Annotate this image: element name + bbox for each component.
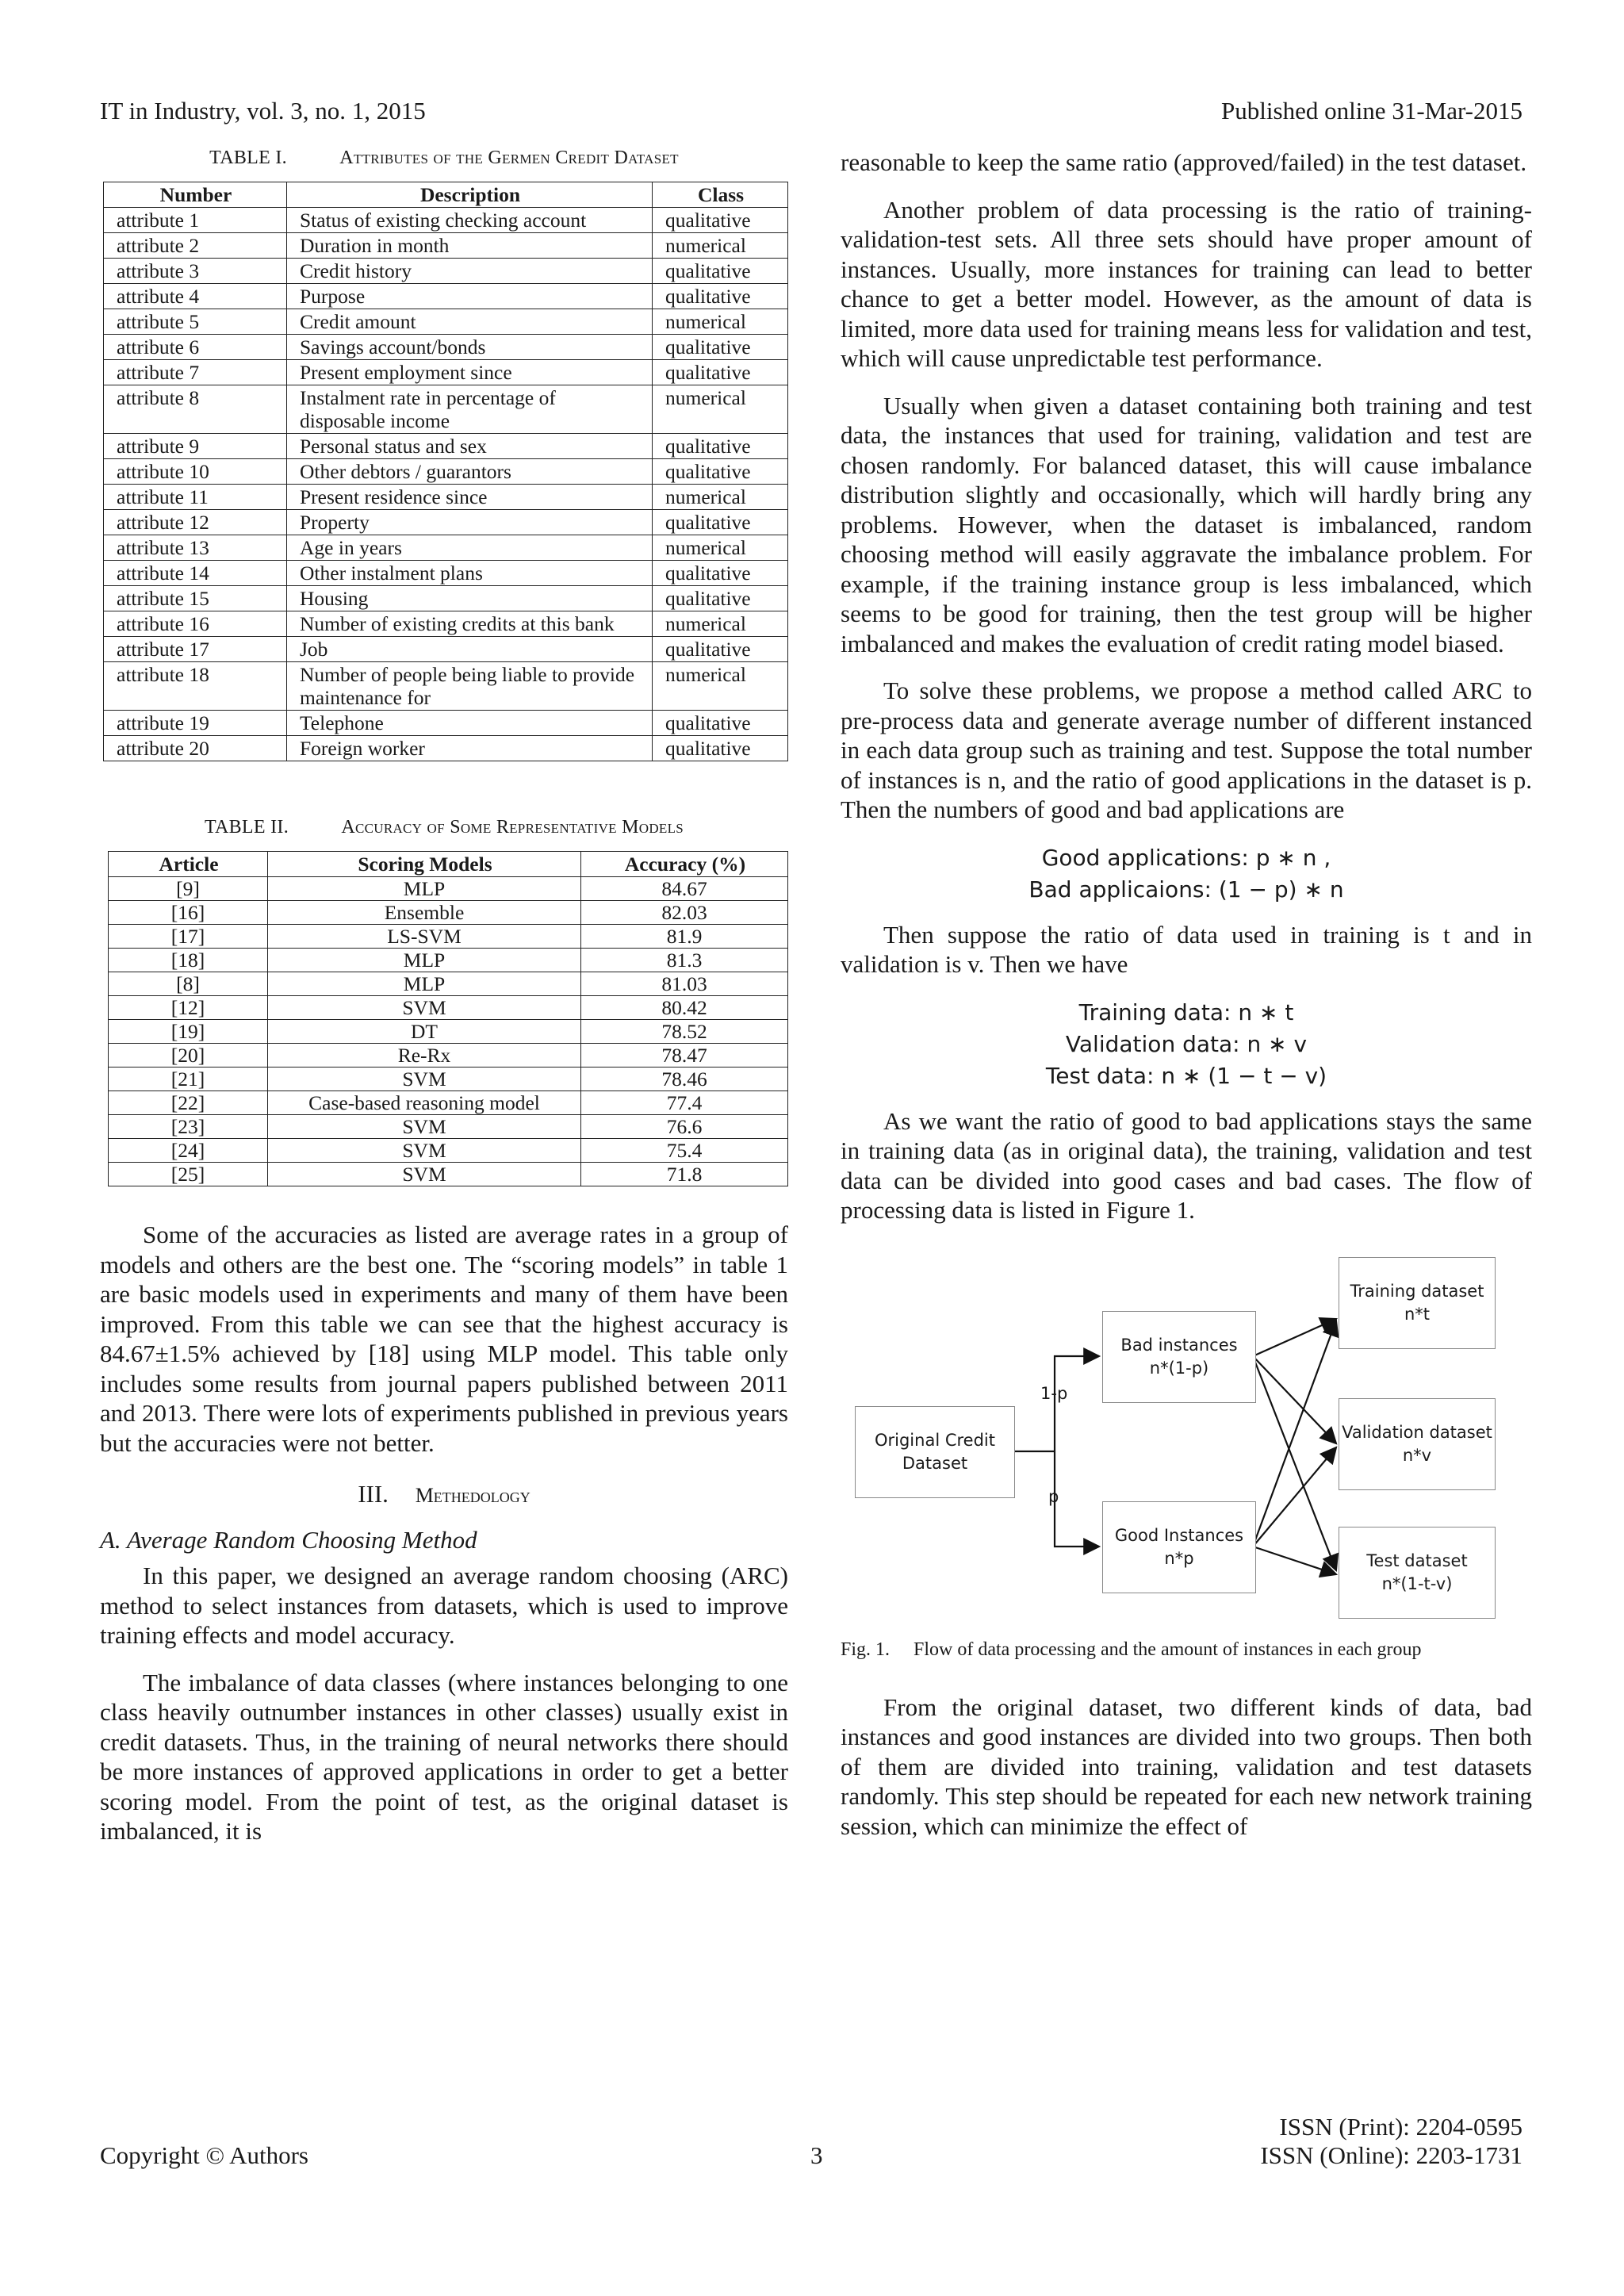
table2-cell-article: [20] [109, 1044, 268, 1068]
right-paragraph-4: Then suppose the ratio of data used in training is t and in validation is v. Then we have [841, 920, 1532, 978]
table1-row [104, 208, 788, 233]
table2-cell-accuracy: 71.8 [581, 1163, 788, 1186]
table1-row [104, 284, 788, 309]
table1-col-class: Class [653, 182, 788, 208]
table1-cell-description: Duration in month [287, 233, 653, 259]
right-column [841, 148, 1532, 1858]
footer-issn-print: ISSN (Print): 2204-0595 [1279, 2113, 1522, 2141]
box-test-dataset [1339, 1527, 1496, 1619]
table2-cell-model: MLP [268, 949, 581, 972]
table2-cell-accuracy: 82.03 [581, 901, 788, 925]
equation-bad: Bad applicaions: (1 − p) ∗ n [1028, 876, 1344, 903]
table1-row [104, 586, 788, 611]
table1-col-description: Description [287, 182, 653, 208]
table1-label: TABLE I. [209, 148, 287, 168]
box-training-dataset [1339, 1257, 1496, 1349]
table2-caption [100, 817, 788, 838]
table1-row [104, 434, 788, 459]
left-paragraph-2: In this paper, we designed an average random choosing (ARC) method to select instances from datasets, which is used to improve training effects and model accuracy. [100, 1562, 788, 1649]
table2-cell-article: [24] [109, 1139, 268, 1163]
footer-issn [1260, 2113, 1522, 2170]
box-valid-line2: n*v [1402, 1445, 1432, 1465]
table1-row [104, 561, 788, 586]
table1-cell-class: numerical [653, 611, 788, 637]
box-bad-line2: n*(1-p) [1149, 1358, 1209, 1378]
box-test-line2: n*(1-t-v) [1381, 1573, 1453, 1593]
box-train-line1: Training dataset [1350, 1281, 1484, 1301]
table2-header-row [109, 852, 788, 877]
table1-row [104, 535, 788, 561]
arrow-to-bad [1055, 1356, 1099, 1451]
table1-cell-class: qualitative [653, 284, 788, 309]
box-train-line2: n*t [1404, 1304, 1431, 1324]
box-original-line2: Dataset [902, 1453, 968, 1473]
table1-cell-class: qualitative [653, 510, 788, 535]
table1-row [104, 309, 788, 335]
table2-cell-accuracy: 76.6 [581, 1115, 788, 1139]
table1-cell-class: qualitative [653, 434, 788, 459]
table2-row [109, 925, 788, 949]
label-p: p [1048, 1486, 1059, 1506]
table1-row [104, 736, 788, 761]
right-paragraph-1: Another problem of data processing is the ratio of training-validation-test sets. All three sets should have proper amount of instances. Usually, more instances for training can lead to better chance to get a better model. However, as the amount of data is limited, more data used for training means less for validation and test, which will cause unpredictable test performance. [841, 195, 1532, 372]
box-good-line1: Good Instances [1114, 1525, 1244, 1545]
table1-cell-class: qualitative [653, 711, 788, 736]
table2-cell-article: [12] [109, 996, 268, 1020]
table2-cell-model: SVM [268, 1163, 581, 1186]
box-valid-line1: Validation dataset [1342, 1422, 1492, 1442]
table2-cell-model: Ensemble [268, 901, 581, 925]
table2-cell-article: [23] [109, 1115, 268, 1139]
running-header-published: Published online 31-Mar-2015 [1221, 97, 1522, 125]
table2-title: Accuracy of Some Representative Models [341, 817, 684, 838]
table1-cell-number: attribute 13 [104, 535, 287, 561]
running-header-journal: IT in Industry, vol. 3, no. 1, 2015 [100, 97, 426, 125]
table1-cell-number: attribute 2 [104, 233, 287, 259]
table1-cell-class: numerical [653, 535, 788, 561]
table1-title: Attributes of the Germen Credit Dataset [339, 148, 679, 168]
table2-cell-accuracy: 80.42 [581, 996, 788, 1020]
right-paragraph-0: reasonable to keep the same ratio (approved/failed) in the test dataset. [841, 148, 1527, 176]
table1-cell-number: attribute 12 [104, 510, 287, 535]
table1-cell-description: Present residence since [287, 485, 653, 510]
table1-row [104, 611, 788, 637]
table2-row [109, 1020, 788, 1044]
table2-cell-model: SVM [268, 1068, 581, 1091]
table1-cell-description: Age in years [287, 535, 653, 561]
table1-cell-description: Number of existing credits at this bank [287, 611, 653, 637]
table1-row [104, 459, 788, 485]
box-validation-dataset [1339, 1398, 1496, 1490]
box-bad-instances [1102, 1311, 1256, 1403]
table1-cell-class: numerical [653, 233, 788, 259]
table1-cell-class: qualitative [653, 736, 788, 761]
table1-row [104, 259, 788, 284]
table1-header-row [104, 182, 788, 208]
table1-cell-number: attribute 14 [104, 561, 287, 586]
table2-cell-accuracy: 78.46 [581, 1068, 788, 1091]
arrow-bad-valid [1253, 1356, 1336, 1443]
subsection-heading: A. Average Random Choosing Method [100, 1526, 477, 1554]
table2-cell-article: [19] [109, 1020, 268, 1044]
table1-cell-number: attribute 11 [104, 485, 287, 510]
table1-cell-class: numerical [653, 485, 788, 510]
table2-cell-model: MLP [268, 877, 581, 901]
table1-cell-class: numerical [653, 662, 788, 711]
equation-block-2 [841, 997, 1532, 1092]
arrow-to-good [1055, 1451, 1099, 1547]
table1-cell-number: attribute 6 [104, 335, 287, 360]
right-paragraph-6: From the original dataset, two different kinds of data, bad instances and good instances are divided into two groups. Then both of them are divided into training, validation and test datasets randomly. This step should be repeated for each new network training session, which can minimize the effect of [841, 1692, 1532, 1840]
table2-cell-model: Re-Rx [268, 1044, 581, 1068]
table-accuracy [108, 851, 788, 1186]
section-heading [100, 1480, 788, 1508]
arrow-bad-train [1253, 1319, 1336, 1356]
table1-cell-number: attribute 19 [104, 711, 287, 736]
right-paragraph-3: To solve these problems, we propose a method called ARC to pre-process data and generate average number of different instanced in each data group such as training and test. Suppose the total number of instances is n, and the ratio of good applications in the dataset is p. Then the numbers of good and bad applications are [841, 677, 1532, 823]
table2-cell-accuracy: 75.4 [581, 1139, 788, 1163]
table1-cell-description: Other debtors / guarantors [287, 459, 653, 485]
table1-row [104, 385, 788, 434]
table1-cell-description: Purpose [287, 284, 653, 309]
table2-cell-article: [21] [109, 1068, 268, 1091]
figure-caption-text: Flow of data processing and the amount of instances in each group [914, 1639, 1422, 1660]
table1-cell-class: qualitative [653, 335, 788, 360]
table1-cell-number: attribute 20 [104, 736, 287, 761]
box-original-dataset [855, 1406, 1015, 1498]
table2-cell-model: SVM [268, 996, 581, 1020]
table2-cell-article: [16] [109, 901, 268, 925]
table1-cell-class: qualitative [653, 586, 788, 611]
table1-cell-description: Foreign worker [287, 736, 653, 761]
table1-col-number: Number [104, 182, 287, 208]
table2-col-article: Article [109, 852, 268, 877]
left-paragraph-1: Some of the accuracies as listed are average rates in a group of models and others are the best one. The “scoring models” in table 1 are basic models used in experiments and many of them have been improved. From this table we can see that the highest accuracy is 84.67±1.5% achieved by [18] using MLP model. This table only includes some results from journal papers published between 2011 and 2013. There were lots of experiments published in previous years but the accuracies were not better. [100, 1221, 788, 1457]
equation-training: Training data: n ∗ t [1078, 999, 1294, 1025]
footer-page-number: 3 [810, 2141, 823, 2169]
table2-cell-model: LS-SVM [268, 925, 581, 949]
table2-row [109, 949, 788, 972]
table2-cell-article: [25] [109, 1163, 268, 1186]
table2-cell-model: Case-based reasoning model [268, 1091, 581, 1115]
table2-row [109, 1044, 788, 1068]
table2-col-accuracy: Accuracy (%) [581, 852, 788, 877]
table2-cell-article: [22] [109, 1091, 268, 1115]
table2-row [109, 1139, 788, 1163]
table1-row [104, 510, 788, 535]
table1-cell-number: attribute 1 [104, 208, 287, 233]
section-number: III. [358, 1480, 389, 1508]
right-paragraph-2: Usually when given a dataset containing both training and test data, the instances that used for training, validation and test are chosen randomly. For balanced dataset, this will cause imbalance distribution slightly and occasionally, which will hardly bring any problems. However, when the dataset is imbalanced, random choosing method will easily aggravate the imbalance problem. For example, if the training instance group is less imbalanced, which seems to be good for training, then the test group will be higher imbalanced and makes the evaluation of credit rating model biased. [841, 391, 1532, 657]
table1-caption [100, 148, 788, 169]
table1-cell-number: attribute 5 [104, 309, 287, 335]
table2-row [109, 972, 788, 996]
figure-flow-diagram [833, 1257, 1530, 1622]
figure-caption-number: Fig. 1. [841, 1639, 891, 1660]
table2-cell-accuracy: 77.4 [581, 1091, 788, 1115]
table1-cell-description: Status of existing checking account [287, 208, 653, 233]
table2-cell-accuracy: 78.52 [581, 1020, 788, 1044]
table2-row [109, 901, 788, 925]
table1-cell-number: attribute 17 [104, 637, 287, 662]
box-bad-line1: Bad instances [1120, 1335, 1238, 1355]
table1-cell-class: qualitative [653, 208, 788, 233]
table2-row [109, 877, 788, 901]
table2-cell-accuracy: 81.9 [581, 925, 788, 949]
table2-row [109, 1115, 788, 1139]
table2-label: TABLE II. [204, 817, 289, 838]
table2-cell-accuracy: 81.3 [581, 949, 788, 972]
table2-cell-article: [18] [109, 949, 268, 972]
box-test-line1: Test dataset [1366, 1550, 1468, 1570]
table2-col-models: Scoring Models [268, 852, 581, 877]
table1-cell-number: attribute 15 [104, 586, 287, 611]
arrow-good-train [1253, 1320, 1336, 1547]
left-column [100, 148, 788, 1864]
table1-cell-description: Instalment rate in percentage of disposable income [287, 385, 653, 434]
table1-cell-description: Personal status and sex [287, 434, 653, 459]
table1-cell-class: qualitative [653, 259, 788, 284]
table1-cell-number: attribute 18 [104, 662, 287, 711]
table1-cell-number: attribute 16 [104, 611, 287, 637]
table2-row [109, 1163, 788, 1186]
table1-cell-description: Telephone [287, 711, 653, 736]
table1-cell-number: attribute 9 [104, 434, 287, 459]
table2-cell-model: MLP [268, 972, 581, 996]
table2-cell-accuracy: 81.03 [581, 972, 788, 996]
table1-cell-class: qualitative [653, 360, 788, 385]
table1-cell-class: numerical [653, 309, 788, 335]
table1-cell-class: qualitative [653, 637, 788, 662]
table1-cell-class: qualitative [653, 561, 788, 586]
table1-cell-description: Savings account/bonds [287, 335, 653, 360]
table1-cell-description: Other instalment plans [287, 561, 653, 586]
table1-row [104, 711, 788, 736]
box-good-line2: n*p [1164, 1548, 1194, 1568]
table1-row [104, 360, 788, 385]
arrow-good-test [1253, 1547, 1336, 1574]
right-paragraph-5: As we want the ratio of good to bad applications stays the same in training data (as in original data), the training, validation and test data can be divided into good cases and bad cases. The flow of processing data is listed in Figure 1. [841, 1106, 1532, 1224]
table2-row [109, 996, 788, 1020]
table1-row [104, 233, 788, 259]
table2-cell-model: DT [268, 1020, 581, 1044]
footer-copyright: Copyright © Authors [100, 2141, 308, 2169]
table2-cell-model: SVM [268, 1139, 581, 1163]
figure-caption [841, 1639, 1532, 1661]
footer-issn-online: ISSN (Online): 2203-1731 [1260, 2141, 1522, 2169]
table1-cell-class: qualitative [653, 459, 788, 485]
table2-cell-article: [8] [109, 972, 268, 996]
table2-cell-article: [17] [109, 925, 268, 949]
table1-cell-number: attribute 8 [104, 385, 287, 434]
table1-cell-description: Present employment since [287, 360, 653, 385]
table1-cell-description: Housing [287, 586, 653, 611]
table1-row [104, 335, 788, 360]
table2-row [109, 1068, 788, 1091]
table1-cell-description: Number of people being liable to provide maintenance for [287, 662, 653, 711]
table1-row [104, 637, 788, 662]
equation-block-1 [841, 842, 1532, 906]
table1-cell-number: attribute 4 [104, 284, 287, 309]
equation-validation: Validation data: n ∗ v [1065, 1030, 1308, 1057]
table1-cell-class: numerical [653, 385, 788, 434]
table2-row [109, 1091, 788, 1115]
table2-cell-article: [9] [109, 877, 268, 901]
table1-cell-description: Property [287, 510, 653, 535]
table1-row [104, 662, 788, 711]
section-title: Methedology [415, 1484, 530, 1507]
left-paragraph-3: The imbalance of data classes (where instances belonging to one class heavily outnumber instances in other classes) usually exist in credit datasets. Thus, in the training of neural networks there should be more instances of approved applications in order to get a better scoring model. From the point of test, as the original dataset is imbalanced, it is [100, 1668, 788, 1845]
table1-cell-description: Credit history [287, 259, 653, 284]
table1-cell-number: attribute 3 [104, 259, 287, 284]
table1-cell-description: Credit amount [287, 309, 653, 335]
box-original-line1: Original Credit [874, 1430, 995, 1450]
table2-cell-accuracy: 84.67 [581, 877, 788, 901]
table2-cell-accuracy: 78.47 [581, 1044, 788, 1068]
label-1-minus-p: 1-p [1040, 1383, 1068, 1403]
table1-cell-description: Job [287, 637, 653, 662]
table1-cell-number: attribute 7 [104, 360, 287, 385]
box-good-instances [1102, 1501, 1256, 1593]
equation-test: Test data: n ∗ (1 − t − v) [1045, 1062, 1327, 1089]
table1-row [104, 485, 788, 510]
table2-cell-model: SVM [268, 1115, 581, 1139]
equation-good: Good applications: p ∗ n , [1041, 844, 1331, 871]
table-attributes [103, 182, 788, 761]
table1-cell-number: attribute 10 [104, 459, 287, 485]
